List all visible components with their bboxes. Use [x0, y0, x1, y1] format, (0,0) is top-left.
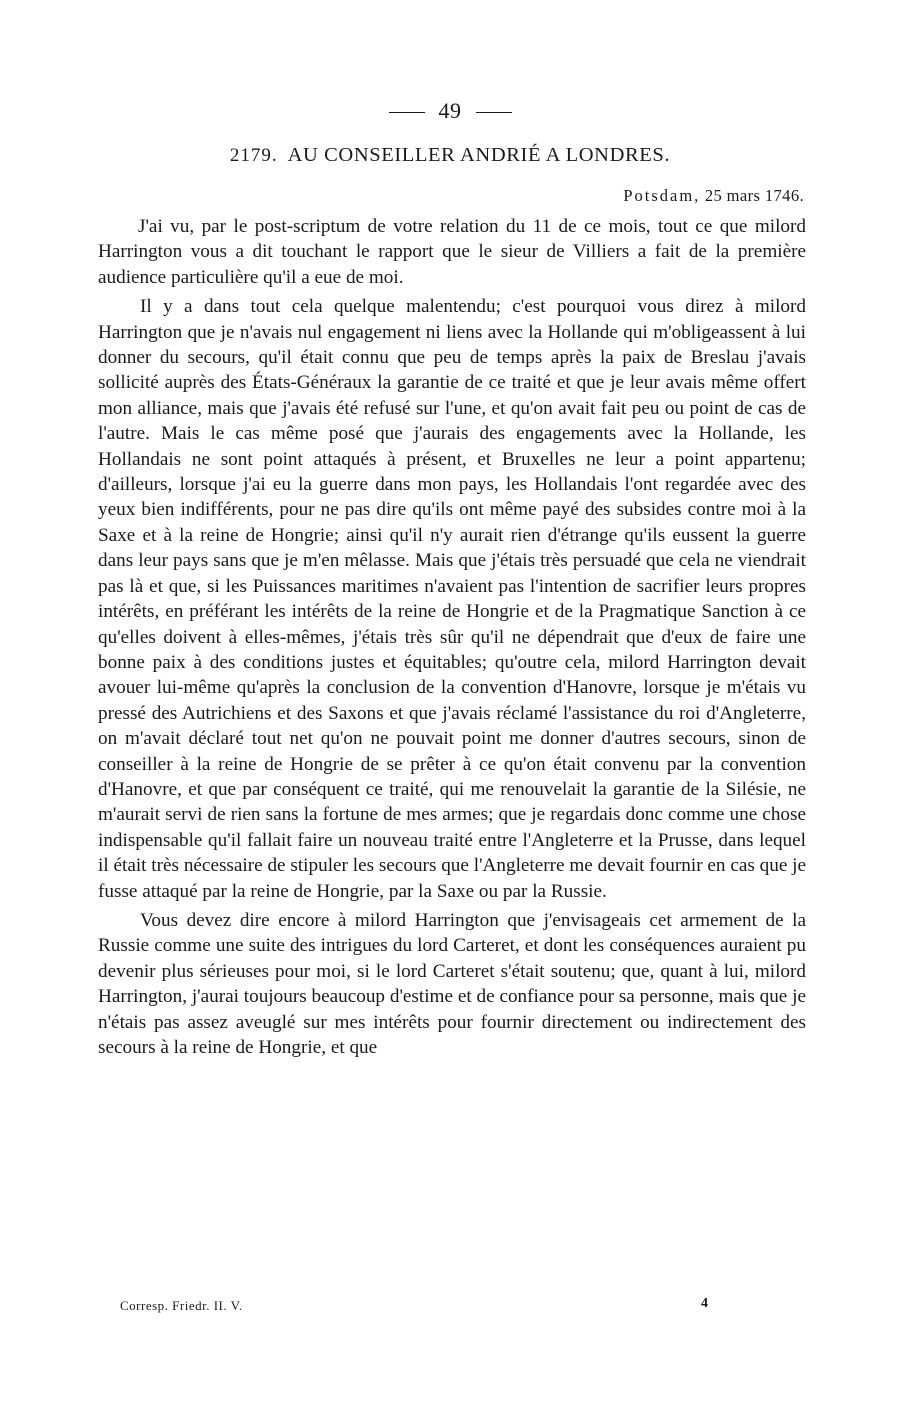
- page-number: [0, 98, 900, 124]
- letter-number: 2179.: [229, 145, 278, 166]
- letter-body: [98, 214, 806, 1060]
- paragraph: Vous devez dire encore à milord Harrington que j'envisageais cet armement de la Russie comme une suite des intrigues du lord Carteret, et dont les conséquences auraient pu devenir plus sérieuses pour moi, si le lord Carteret s'était soutenu; que, quant à lui, milord Harrington, j'aurai toujours beaucoup d'estime et de confiance pour sa personne, mais que je n'étais pas assez aveuglé sur mes intérêts pour fournir directement ou indirectement des secours à la reine de Hongrie, et que: [98, 909, 806, 1058]
- footer-signature-mark: 4: [701, 1296, 708, 1311]
- page-number-dash-left: [389, 112, 425, 113]
- dateline: [623, 186, 804, 206]
- letter-heading: [0, 144, 900, 167]
- dateline-place: Potsdam,: [623, 186, 701, 205]
- paragraph: Il y a dans tout cela quelque malentendu; c'est pourquoi vous direz à milord Harrington que je n'avais nul engagement ni liens avec la Hollande qui m'obligeassent à lui donner du secours, qu'il était connu que peu de temps après la paix de Breslau j'avais sollicité auprès des États-Généraux la garantie de ce traité et que je leur avais même offert mon alliance, mais que j'avais été refusé sur l'une, et qu'on avait fait peu ou point de cas de l'autre. Mais le cas même posé que j'aurais des engagements avec la Hollande, les Hollandais ne sont point attaqués à présent, et Bruxelles ne leur a point appartenu; d'ailleurs, lorsque j'ai eu la guerre dans mon pays, les Hollandais l'ont regardée avec des yeux bien indifférents, pour ne pas dire qu'ils ont même payé des subsides contre moi à la Saxe et à la reine de Hongrie; ainsi qu'il n'y aurait rien d'étrange qu'ils eussent la guerre dans leur pays sans que je m'en mêlasse. Mais que j'étais très persuadé que cela ne viendrait pas là et que, si les Puissances maritimes n'avaient pas l'intention de sacrifier leurs propres intérêts, en préférant les intérêts de la reine de Hongrie et de la Pragmatique Sanction à ce qu'elles doivent à elles-mêmes, j'étais très sûr qu'il ne dépendrait que d'eux de faire une bonne paix à des conditions justes et équitables; qu'outre cela, milord Harrington devait avouer lui-même qu'après la conclusion de la convention d'Hanovre, lorsque je m'étais vu pressé des Autrichiens et des Saxons et que j'avais réclamé l'assistance du roi d'Angleterre, on m'avait déclaré tout net qu'on ne pouvait point me donner d'autres secours, sinon de conseiller à la reine de Hongrie de se prêter à ce qu'on était convenu par la convention d'Hanovre, et que par conséquent ce traité, qui me renouvelait la garantie de la Silésie, ne m'aurait servi de rien sans la fortune de mes armes; que je regardais donc comme une chose indispensable qu'il fallait faire un nouveau traité entre l'Angleterre et la Prusse, dans lequel il était très nécessaire de stipuler les secours que l'Angleterre me devait fournir en cas que je fusse attaqué par la reine de Hongrie, par la Saxe ou par la Russie.: [98, 296, 806, 902]
- letter-title: AU CONSEILLER ANDRIÉ A LONDRES.: [287, 144, 671, 166]
- paragraph: J'ai vu, par le post-scriptum de votre relation du 11 de ce mois, tout ce que milord Harrington vous a dit touchant le rapport que le sieur de Villiers a fait de la première audience particulière qu'il a eue de moi.: [98, 216, 806, 288]
- page-number-value: 49: [438, 98, 462, 123]
- page-number-dash-right: [476, 112, 512, 113]
- footer-source: Corresp. Friedr. II. V.: [120, 1298, 243, 1313]
- dateline-date: 25 mars 1746.: [704, 186, 804, 205]
